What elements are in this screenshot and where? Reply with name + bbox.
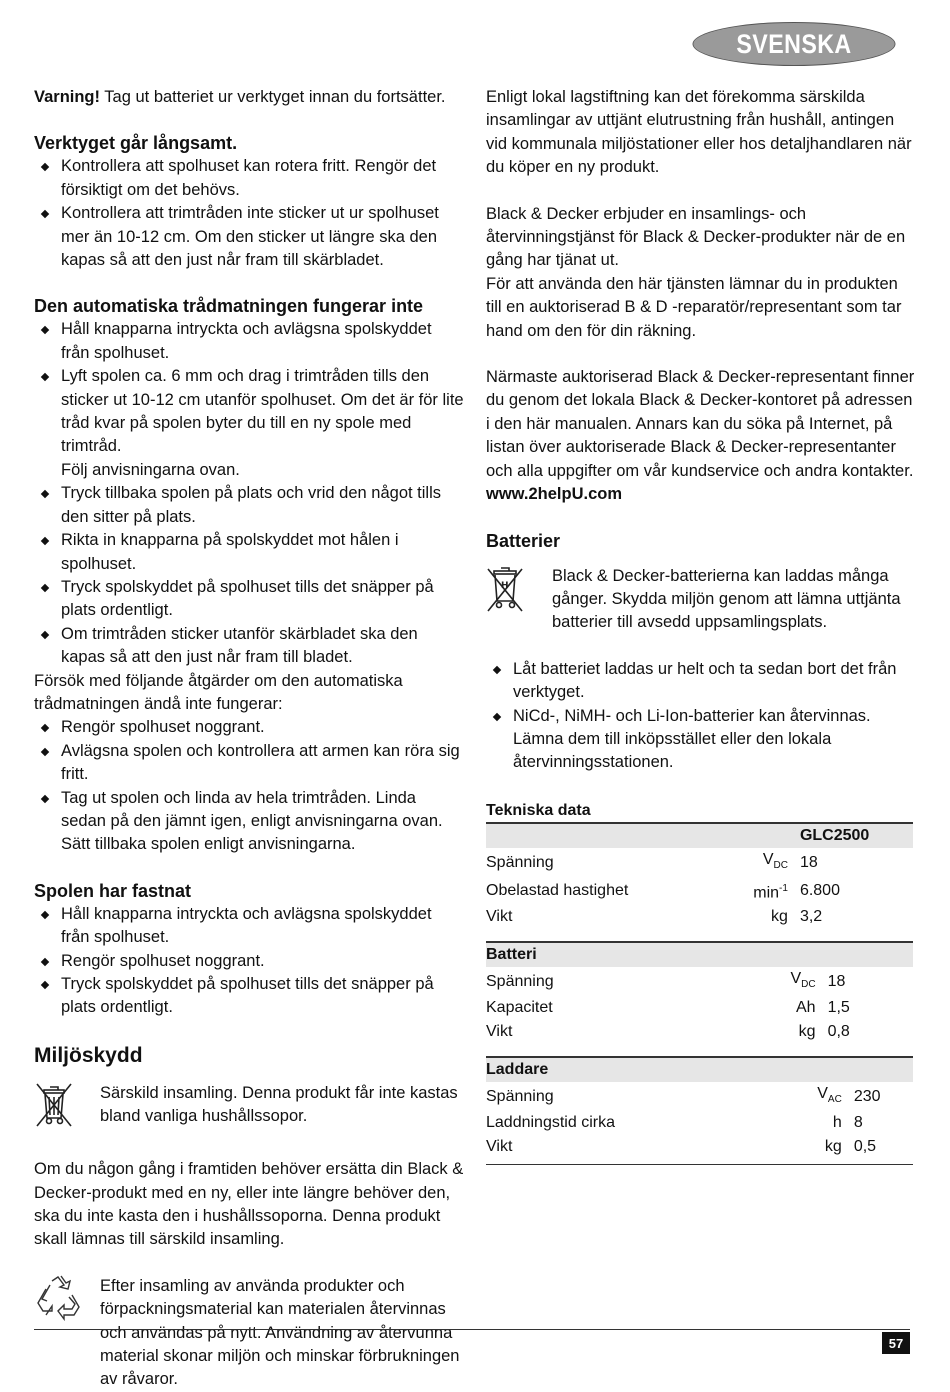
collection-paragraph: Enligt lokal lagstiftning kan det förekomma särskilda insamlingar av uttjänt elutrustning från hushåll, antingen vid kommunala miljöstationer eller hos detaljhandlaren när du köper en ny produkt. (486, 88, 912, 177)
language-tab-label: SVENSKA (736, 28, 852, 59)
unit-text: V (817, 1084, 828, 1102)
unit-text: Ah (796, 999, 816, 1017)
bin-row (34, 1082, 464, 1135)
crossed-bin-icon (34, 1082, 100, 1135)
unit-subscript: DC (773, 859, 788, 871)
list-item: Rengör spolhuset noggrant. (34, 716, 464, 739)
table-row (486, 848, 913, 878)
list-item: Kontrollera att spolhuset kan rotera fritt. Rengör det försiktigt om det behövs. (34, 155, 464, 202)
row-unit (746, 1020, 828, 1043)
table-row (486, 1020, 913, 1043)
list-item: Kontrollera att trimtråden inte sticker ut ur spolhuset mer än 10-12 cm. Om den sticker ut längre ska den kapas så att den just når fram till skärbladet. (34, 202, 464, 272)
charger-section-label: Laddare (486, 1057, 913, 1081)
unit-text: h (832, 1114, 842, 1132)
row-value: 18 (827, 972, 846, 990)
battery-section-header (486, 942, 913, 966)
battery-bin-icon (486, 565, 552, 620)
warning-text: Tag ut batteriet ur verktyget innan du fortsätter. (100, 88, 446, 106)
row-value: 0,5 (853, 1137, 877, 1155)
list-item: Låt batteriet laddas ur helt och ta sedan bort det från verktyget. (486, 658, 916, 705)
row-unit (718, 877, 800, 905)
battery-list (486, 658, 916, 775)
unit-superscript: -1 (779, 883, 788, 895)
row-value: 8 (853, 1114, 863, 1132)
model-name: GLC2500 (800, 823, 913, 847)
list-item: Rengör spolhuset noggrant. (34, 950, 464, 973)
heading-environment: Miljöskydd (34, 1043, 143, 1067)
row-value: 6.800 (799, 882, 840, 900)
row-value: 1,5 (827, 999, 850, 1017)
list-item: NiCd-, NiMH- och Li-Ion-batterier kan återvinnas. Lämna dem till inköpsstället eller den lokala återvinningsstationen. (486, 705, 916, 775)
svg-text:H: H (501, 580, 509, 591)
warning (34, 86, 464, 109)
row-label: Vikt (486, 907, 513, 925)
table-row (486, 1111, 913, 1134)
row-label: Spänning (486, 853, 554, 871)
table-row (486, 1082, 913, 1112)
unit-text: kg (798, 1022, 816, 1040)
recycle-icon (34, 1275, 100, 1328)
unit-subscript: AC (827, 1093, 842, 1105)
row-label: Obelastad hastighet (486, 882, 629, 900)
unit-text: min (753, 884, 780, 902)
heading-spool-stuck: Spolen har fastnat (34, 880, 192, 901)
tool-rows (486, 848, 913, 929)
table-row (486, 967, 913, 997)
row-unit (772, 1111, 854, 1134)
heading-slow-tool: Verktyget går långsamt. (34, 133, 238, 154)
auto-feed-list-2 (34, 716, 464, 856)
warning-label: Varning! (34, 88, 101, 106)
list-item-note: Följ anvisningarna ovan. (61, 460, 240, 479)
auto-feed-list (34, 318, 464, 669)
battery-bin-text: Black & Decker-batterierna kan laddas många gånger. Skydda miljön genom att lämna uttjänta batterier till avsedd uppsamlingsplats. (552, 566, 901, 632)
bin-text: Särskild insamling. Denna produkt får inte kastas bland vanliga hushållssopor. (100, 1083, 458, 1126)
heading-auto-feed: Den automatiska trådmatningen fungerar inte (34, 296, 424, 317)
heading-batteries: Batterier (486, 530, 561, 551)
table-row (486, 877, 913, 905)
table-row (486, 905, 913, 928)
battery-rows (486, 967, 913, 1043)
table-row (486, 1135, 913, 1158)
battery-bin-row (486, 565, 916, 635)
row-value: 0,8 (827, 1022, 850, 1040)
page-number (882, 1332, 910, 1354)
recycle-row (34, 1275, 464, 1392)
unit-text: V (762, 850, 774, 868)
auto-feed-paragraph: Försök med följande åtgärder om den automatiska trådmatningen ändå inte fungerar: (34, 671, 403, 713)
tech-table-charger (486, 1056, 913, 1165)
list-item: Tryck tillbaka spolen på plats och vrid den något tills den sitter på plats. (34, 482, 464, 529)
row-value: 230 (853, 1087, 881, 1105)
row-label: Spänning (486, 972, 554, 990)
row-label: Spänning (486, 1087, 554, 1105)
row-value: 18 (799, 853, 818, 871)
battery-section-label: Batteri (486, 942, 913, 966)
row-unit (746, 996, 828, 1019)
recycle-text: Efter insamling av använda produkter och förpackningsmaterial kan materialen återvinnas och användas på nytt. Användning av återvunna material skonar miljön och minskar förbrukningen av råvaror. (100, 1276, 460, 1389)
language-tab (693, 22, 896, 66)
list-item: Tryck spolskyddet på spolhuset tills det snäpper på plats ordentligt. (34, 576, 464, 623)
environment-paragraph: Om du någon gång i framtiden behöver ersätta din Black & Decker-produkt med en ny, eller inte längre behöver den, ska du inte kasta den i hushållssoporna. Denna produkt skall lämnas till särskild insamling. (34, 1160, 464, 1249)
table-row (486, 996, 913, 1019)
unit-text: V (790, 969, 802, 987)
row-label: Vikt (486, 1022, 513, 1040)
charger-rows (486, 1082, 913, 1158)
list-item (34, 365, 464, 482)
row-unit (772, 1135, 854, 1158)
row-label: Kapacitet (486, 999, 553, 1017)
row-value: 3,2 (799, 907, 823, 925)
list-item: Om trimtråden sticker utanför skärbladet ska den kapas så att den just når fram till bladet. (34, 623, 464, 670)
tech-table-battery (486, 941, 913, 1043)
unit-subscript: DC (801, 978, 816, 990)
unit-text: kg (771, 907, 788, 925)
list-item: Tag ut spolen och linda av hela trimtråden. Linda sedan på den jämnt igen, enligt anvisningarna ovan. Sätt tillbaka spolen enligt anvisningarna. (34, 787, 464, 857)
list-item: Håll knapparna intryckta och avlägsna spolskyddet från spolhuset. (34, 318, 464, 365)
row-unit (718, 848, 800, 878)
tech-data-heading: Tekniska data (486, 801, 591, 819)
row-unit (718, 905, 800, 928)
row-label: Vikt (486, 1137, 513, 1155)
row-unit (746, 967, 828, 997)
tech-table-tool (486, 822, 913, 928)
representative-paragraph: Närmaste auktoriserad Black & Decker-representant finner du genom det lokala Black & Decker-kontoret på adressen i den här manualen. Annars kan du söka på Internet, på listan över auktoriserade Black & Decker-representanter och alla uppgifter om vår kundservice och andra kontakter. (486, 368, 915, 480)
service-paragraph-b: För att använda den här tjänsten lämnar du in produkten till en auktoriserad B & D -reparatör/representant som tar hand om den för din räkning. (486, 274, 902, 340)
unit-text: kg (824, 1137, 842, 1155)
list-item: Avlägsna spolen och kontrollera att armen kan röra sig fritt. (34, 740, 464, 787)
right-column (486, 86, 916, 1165)
service-paragraph-a: Black & Decker erbjuder en insamlings- och återvinningstjänst för Black & Decker-produkter när de en gång har tjänat ut. (486, 204, 906, 270)
tech-data (486, 799, 916, 1165)
list-item-text: Lyft spolen ca. 6 mm och drag i trimtråden tills den sticker ut 10-12 cm utanför spolhuset. Om det är för lite tråd kvar på spolen byter du till en ny spole med trimtråd. (61, 367, 464, 456)
slow-tool-list (34, 155, 464, 272)
list-item: Tryck spolskyddet på spolhuset tills det snäpper på plats ordentligt. (34, 973, 464, 1020)
charger-section-header (486, 1057, 913, 1081)
left-column (34, 86, 464, 1392)
tech-table-header (486, 823, 913, 847)
footer-rule (34, 1329, 910, 1330)
row-label: Laddningstid cirka (486, 1114, 615, 1132)
list-item: Håll knapparna intryckta och avlägsna spolskyddet från spolhuset. (34, 903, 464, 950)
row-unit (772, 1082, 854, 1112)
spool-stuck-list (34, 903, 464, 1020)
list-item: Rikta in knapparna på spolskyddet mot hålen i spolhuset. (34, 529, 464, 576)
page-number-label: 57 (888, 1335, 904, 1351)
website-link[interactable]: www.2helpU.com (486, 485, 622, 504)
